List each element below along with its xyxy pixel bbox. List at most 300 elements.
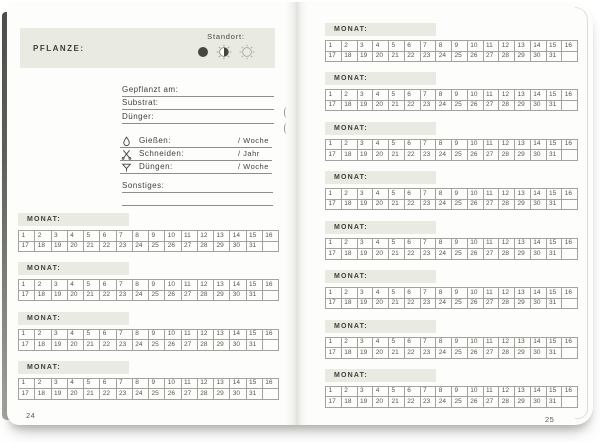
day-cell[interactable]: 11 <box>483 238 499 249</box>
day-cell[interactable]: 28 <box>499 298 515 309</box>
day-cell[interactable]: 21 <box>389 51 405 62</box>
day-cell[interactable]: 29 <box>515 199 531 210</box>
day-cell[interactable]: 24 <box>132 340 148 351</box>
day-cell[interactable]: 4 <box>373 90 389 101</box>
day-cell[interactable]: 8 <box>132 231 148 242</box>
day-cell[interactable]: 7 <box>420 139 436 150</box>
day-cell[interactable]: 9 <box>452 41 468 52</box>
day-cell[interactable]: 15 <box>546 90 562 101</box>
day-cell[interactable]: 4 <box>67 378 83 389</box>
day-cell[interactable]: 5 <box>389 189 405 200</box>
day-cell[interactable]: 24 <box>436 150 452 161</box>
day-cell[interactable]: 18 <box>341 199 357 210</box>
day-cell[interactable]: 2 <box>341 41 357 52</box>
day-cell[interactable]: 9 <box>452 337 468 348</box>
day-cell[interactable]: 27 <box>483 100 499 111</box>
day-cell[interactable]: 19 <box>357 249 373 260</box>
day-cell[interactable]: 22 <box>100 290 116 301</box>
day-cell[interactable]: 14 <box>530 288 546 299</box>
day-cell[interactable]: 24 <box>436 100 452 111</box>
day-cell[interactable]: 13 <box>214 378 230 389</box>
day-cell[interactable]: 5 <box>389 238 405 249</box>
day-cell[interactable]: 29 <box>214 290 230 301</box>
day-cell[interactable]: 8 <box>436 238 452 249</box>
day-cell[interactable]: 22 <box>404 51 420 62</box>
day-cell[interactable]: 7 <box>420 337 436 348</box>
day-cell[interactable]: 15 <box>546 386 562 397</box>
field-substrate[interactable] <box>122 97 274 111</box>
day-cell[interactable]: 25 <box>452 100 468 111</box>
day-cell[interactable]: 8 <box>132 329 148 340</box>
day-cell[interactable]: 2 <box>35 231 51 242</box>
day-cell[interactable]: 1 <box>19 280 35 291</box>
day-cell[interactable]: 25 <box>149 290 165 301</box>
day-cell[interactable]: 6 <box>404 288 420 299</box>
day-cell[interactable]: 10 <box>165 329 181 340</box>
day-cell[interactable]: 28 <box>499 397 515 408</box>
day-cell[interactable]: 8 <box>132 280 148 291</box>
day-cell[interactable] <box>262 290 278 301</box>
day-cell[interactable]: 17 <box>19 241 35 252</box>
day-cell[interactable]: 10 <box>165 280 181 291</box>
day-cell[interactable]: 4 <box>67 280 83 291</box>
day-cell[interactable]: 21 <box>389 199 405 210</box>
day-cell[interactable]: 27 <box>483 199 499 210</box>
day-cell[interactable]: 14 <box>230 231 246 242</box>
day-cell[interactable]: 17 <box>19 340 35 351</box>
day-cell[interactable]: 26 <box>467 298 483 309</box>
day-cell[interactable]: 7 <box>116 231 132 242</box>
day-cell[interactable]: 13 <box>515 386 531 397</box>
day-cell[interactable]: 10 <box>467 337 483 348</box>
day-cell[interactable]: 24 <box>436 51 452 62</box>
day-cell[interactable]: 14 <box>230 280 246 291</box>
day-cell[interactable]: 15 <box>546 139 562 150</box>
day-cell[interactable]: 10 <box>467 386 483 397</box>
day-cell[interactable]: 18 <box>35 241 51 252</box>
day-cell[interactable]: 7 <box>420 41 436 52</box>
day-cell[interactable]: 27 <box>483 150 499 161</box>
day-cell[interactable]: 30 <box>230 290 246 301</box>
day-cell[interactable]: 19 <box>51 290 67 301</box>
day-cell[interactable]: 21 <box>389 298 405 309</box>
day-cell[interactable]: 26 <box>467 397 483 408</box>
day-cell[interactable] <box>262 241 278 252</box>
day-cell[interactable]: 5 <box>389 337 405 348</box>
day-cell[interactable]: 1 <box>326 189 342 200</box>
day-cell[interactable]: 13 <box>515 90 531 101</box>
day-cell[interactable]: 20 <box>373 199 389 210</box>
day-cell[interactable]: 26 <box>467 348 483 359</box>
day-cell[interactable]: 11 <box>181 329 197 340</box>
day-cell[interactable]: 2 <box>341 189 357 200</box>
day-cell[interactable]: 18 <box>341 397 357 408</box>
day-cell[interactable]: 25 <box>452 298 468 309</box>
day-cell[interactable]: 14 <box>530 139 546 150</box>
day-cell[interactable]: 3 <box>357 288 373 299</box>
day-cell[interactable]: 3 <box>357 386 373 397</box>
day-cell[interactable]: 20 <box>67 290 83 301</box>
day-cell[interactable]: 3 <box>357 90 373 101</box>
day-cell[interactable] <box>562 51 578 62</box>
day-cell[interactable]: 1 <box>326 238 342 249</box>
day-cell[interactable]: 2 <box>35 280 51 291</box>
care-row-watering[interactable] <box>120 135 272 148</box>
day-cell[interactable]: 29 <box>515 51 531 62</box>
day-cell[interactable] <box>562 397 578 408</box>
day-cell[interactable]: 20 <box>373 348 389 359</box>
day-cell[interactable]: 18 <box>341 51 357 62</box>
day-cell[interactable]: 11 <box>483 288 499 299</box>
day-cell[interactable]: 9 <box>452 386 468 397</box>
day-cell[interactable]: 20 <box>373 397 389 408</box>
day-cell[interactable]: 1 <box>19 329 35 340</box>
day-cell[interactable]: 27 <box>181 290 197 301</box>
day-cell[interactable]: 16 <box>262 231 278 242</box>
day-cell[interactable]: 2 <box>341 139 357 150</box>
day-cell[interactable]: 22 <box>100 389 116 400</box>
day-cell[interactable]: 13 <box>515 337 531 348</box>
day-cell[interactable]: 26 <box>467 100 483 111</box>
day-cell[interactable]: 23 <box>420 348 436 359</box>
day-cell[interactable]: 29 <box>515 150 531 161</box>
day-cell[interactable]: 23 <box>420 397 436 408</box>
day-cell[interactable]: 25 <box>452 348 468 359</box>
day-cell[interactable]: 27 <box>181 340 197 351</box>
day-cell[interactable] <box>262 389 278 400</box>
day-cell[interactable]: 28 <box>197 290 213 301</box>
day-cell[interactable]: 17 <box>326 51 342 62</box>
day-cell[interactable]: 19 <box>51 389 67 400</box>
day-cell[interactable]: 18 <box>341 348 357 359</box>
day-cell[interactable]: 20 <box>67 241 83 252</box>
day-cell[interactable]: 3 <box>51 231 67 242</box>
day-cell[interactable]: 28 <box>499 199 515 210</box>
day-cell[interactable]: 23 <box>420 199 436 210</box>
day-cell[interactable]: 11 <box>483 386 499 397</box>
day-cell[interactable]: 10 <box>467 90 483 101</box>
day-cell[interactable]: 20 <box>373 100 389 111</box>
day-cell[interactable]: 10 <box>467 41 483 52</box>
day-cell[interactable]: 17 <box>326 100 342 111</box>
day-cell[interactable]: 5 <box>389 41 405 52</box>
day-cell[interactable]: 22 <box>404 150 420 161</box>
day-cell[interactable]: 21 <box>389 150 405 161</box>
care-row-pruning[interactable] <box>120 148 272 161</box>
day-cell[interactable]: 28 <box>197 389 213 400</box>
day-cell[interactable]: 11 <box>483 90 499 101</box>
day-cell[interactable]: 8 <box>436 386 452 397</box>
shade-filled-circle-icon[interactable] <box>197 46 209 58</box>
day-cell[interactable]: 8 <box>436 288 452 299</box>
day-cell[interactable]: 18 <box>341 298 357 309</box>
day-cell[interactable]: 26 <box>467 51 483 62</box>
day-cell[interactable]: 28 <box>197 340 213 351</box>
day-cell[interactable]: 3 <box>357 139 373 150</box>
day-cell[interactable]: 25 <box>452 249 468 260</box>
day-cell[interactable]: 18 <box>35 340 51 351</box>
day-cell[interactable]: 31 <box>546 298 562 309</box>
day-cell[interactable]: 28 <box>499 348 515 359</box>
day-cell[interactable]: 4 <box>373 238 389 249</box>
day-cell[interactable]: 31 <box>246 389 262 400</box>
day-cell[interactable]: 5 <box>84 329 100 340</box>
half-sun-icon[interactable] <box>216 44 232 60</box>
day-cell[interactable]: 14 <box>230 329 246 340</box>
day-cell[interactable]: 14 <box>530 238 546 249</box>
day-cell[interactable]: 24 <box>436 298 452 309</box>
day-cell[interactable]: 5 <box>389 139 405 150</box>
day-cell[interactable]: 29 <box>214 389 230 400</box>
day-cell[interactable]: 30 <box>230 241 246 252</box>
day-cell[interactable]: 25 <box>452 51 468 62</box>
day-cell[interactable]: 7 <box>420 288 436 299</box>
day-cell[interactable]: 1 <box>326 288 342 299</box>
day-cell[interactable]: 27 <box>483 298 499 309</box>
day-cell[interactable]: 26 <box>467 249 483 260</box>
day-cell[interactable]: 5 <box>389 90 405 101</box>
day-cell[interactable]: 15 <box>246 280 262 291</box>
day-cell[interactable]: 26 <box>467 150 483 161</box>
day-cell[interactable]: 18 <box>341 249 357 260</box>
day-cell[interactable]: 6 <box>404 238 420 249</box>
day-cell[interactable]: 16 <box>562 386 578 397</box>
day-cell[interactable]: 26 <box>165 241 181 252</box>
day-cell[interactable]: 7 <box>420 386 436 397</box>
day-cell[interactable]: 4 <box>67 231 83 242</box>
day-cell[interactable]: 30 <box>230 389 246 400</box>
day-cell[interactable]: 30 <box>530 51 546 62</box>
day-cell[interactable]: 17 <box>19 389 35 400</box>
day-cell[interactable]: 16 <box>262 280 278 291</box>
day-cell[interactable]: 23 <box>420 51 436 62</box>
day-cell[interactable]: 25 <box>149 389 165 400</box>
day-cell[interactable]: 2 <box>35 378 51 389</box>
day-cell[interactable]: 23 <box>116 241 132 252</box>
day-cell[interactable]: 12 <box>499 139 515 150</box>
day-cell[interactable]: 28 <box>499 51 515 62</box>
day-cell[interactable]: 2 <box>35 329 51 340</box>
day-cell[interactable]: 9 <box>452 238 468 249</box>
day-cell[interactable]: 3 <box>51 378 67 389</box>
day-cell[interactable]: 29 <box>214 241 230 252</box>
day-cell[interactable]: 26 <box>165 290 181 301</box>
day-cell[interactable]: 30 <box>530 348 546 359</box>
day-cell[interactable]: 7 <box>116 280 132 291</box>
day-cell[interactable]: 17 <box>326 348 342 359</box>
sun-icon[interactable] <box>239 44 255 60</box>
field-planted-date[interactable] <box>122 83 274 97</box>
care-row-fertilizing[interactable] <box>120 161 272 174</box>
day-cell[interactable]: 19 <box>357 397 373 408</box>
day-cell[interactable]: 28 <box>499 249 515 260</box>
day-cell[interactable]: 16 <box>562 41 578 52</box>
day-cell[interactable]: 10 <box>467 288 483 299</box>
day-cell[interactable]: 1 <box>326 41 342 52</box>
day-cell[interactable]: 5 <box>389 288 405 299</box>
day-cell[interactable]: 28 <box>499 100 515 111</box>
day-cell[interactable]: 12 <box>499 41 515 52</box>
day-cell[interactable]: 2 <box>341 386 357 397</box>
day-cell[interactable]: 5 <box>84 231 100 242</box>
day-cell[interactable]: 20 <box>373 298 389 309</box>
day-cell[interactable]: 28 <box>197 241 213 252</box>
day-cell[interactable]: 12 <box>499 90 515 101</box>
day-cell[interactable]: 19 <box>357 150 373 161</box>
day-cell[interactable] <box>562 298 578 309</box>
day-cell[interactable]: 6 <box>404 337 420 348</box>
day-cell[interactable]: 16 <box>562 189 578 200</box>
day-cell[interactable]: 16 <box>262 378 278 389</box>
day-cell[interactable]: 13 <box>214 329 230 340</box>
day-cell[interactable]: 23 <box>420 249 436 260</box>
day-cell[interactable] <box>562 150 578 161</box>
day-cell[interactable]: 30 <box>530 199 546 210</box>
day-cell[interactable]: 24 <box>436 348 452 359</box>
day-cell[interactable]: 17 <box>19 290 35 301</box>
day-cell[interactable]: 31 <box>546 199 562 210</box>
day-cell[interactable]: 3 <box>357 41 373 52</box>
day-cell[interactable]: 23 <box>420 100 436 111</box>
day-cell[interactable]: 26 <box>165 389 181 400</box>
day-cell[interactable]: 29 <box>515 298 531 309</box>
day-cell[interactable]: 22 <box>404 397 420 408</box>
day-cell[interactable]: 23 <box>116 389 132 400</box>
day-cell[interactable]: 16 <box>562 288 578 299</box>
day-cell[interactable]: 27 <box>181 389 197 400</box>
day-cell[interactable]: 9 <box>149 378 165 389</box>
day-cell[interactable]: 12 <box>499 288 515 299</box>
day-cell[interactable]: 22 <box>404 298 420 309</box>
day-cell[interactable]: 7 <box>420 238 436 249</box>
day-cell[interactable]: 1 <box>19 231 35 242</box>
day-cell[interactable]: 12 <box>499 386 515 397</box>
day-cell[interactable]: 11 <box>483 139 499 150</box>
day-cell[interactable]: 18 <box>341 150 357 161</box>
day-cell[interactable]: 30 <box>230 340 246 351</box>
day-cell[interactable]: 10 <box>165 378 181 389</box>
day-cell[interactable]: 1 <box>326 90 342 101</box>
day-cell[interactable]: 15 <box>546 189 562 200</box>
day-cell[interactable]: 11 <box>483 189 499 200</box>
day-cell[interactable] <box>562 348 578 359</box>
day-cell[interactable]: 8 <box>132 378 148 389</box>
day-cell[interactable]: 6 <box>404 386 420 397</box>
day-cell[interactable]: 16 <box>562 139 578 150</box>
day-cell[interactable]: 14 <box>530 90 546 101</box>
day-cell[interactable]: 16 <box>562 337 578 348</box>
day-cell[interactable]: 10 <box>467 238 483 249</box>
day-cell[interactable]: 15 <box>546 337 562 348</box>
day-cell[interactable]: 24 <box>132 389 148 400</box>
day-cell[interactable]: 25 <box>452 397 468 408</box>
day-cell[interactable]: 8 <box>436 90 452 101</box>
day-cell[interactable]: 7 <box>420 90 436 101</box>
day-cell[interactable] <box>562 249 578 260</box>
day-cell[interactable]: 6 <box>404 189 420 200</box>
day-cell[interactable]: 6 <box>404 41 420 52</box>
day-cell[interactable]: 28 <box>499 150 515 161</box>
day-cell[interactable]: 9 <box>149 329 165 340</box>
day-cell[interactable]: 14 <box>530 386 546 397</box>
day-cell[interactable]: 18 <box>35 290 51 301</box>
day-cell[interactable]: 27 <box>483 348 499 359</box>
day-cell[interactable]: 26 <box>165 340 181 351</box>
notes-input-line[interactable] <box>122 205 273 206</box>
day-cell[interactable]: 29 <box>515 100 531 111</box>
day-cell[interactable]: 12 <box>197 378 213 389</box>
day-cell[interactable]: 19 <box>357 199 373 210</box>
day-cell[interactable]: 1 <box>326 386 342 397</box>
day-cell[interactable]: 12 <box>197 329 213 340</box>
day-cell[interactable]: 11 <box>181 231 197 242</box>
day-cell[interactable]: 22 <box>404 249 420 260</box>
day-cell[interactable]: 8 <box>436 337 452 348</box>
day-cell[interactable]: 24 <box>436 249 452 260</box>
day-cell[interactable]: 22 <box>404 199 420 210</box>
day-cell[interactable]: 21 <box>389 397 405 408</box>
day-cell[interactable]: 7 <box>116 329 132 340</box>
day-cell[interactable]: 17 <box>326 199 342 210</box>
day-cell[interactable]: 12 <box>197 231 213 242</box>
day-cell[interactable]: 3 <box>357 189 373 200</box>
day-cell[interactable]: 9 <box>452 189 468 200</box>
day-cell[interactable]: 4 <box>373 288 389 299</box>
day-cell[interactable]: 31 <box>246 340 262 351</box>
day-cell[interactable]: 31 <box>246 290 262 301</box>
day-cell[interactable]: 2 <box>341 238 357 249</box>
day-cell[interactable]: 3 <box>51 329 67 340</box>
day-cell[interactable]: 23 <box>420 150 436 161</box>
day-cell[interactable]: 11 <box>483 41 499 52</box>
day-cell[interactable]: 1 <box>19 378 35 389</box>
day-cell[interactable]: 13 <box>515 288 531 299</box>
day-cell[interactable] <box>262 340 278 351</box>
day-cell[interactable]: 2 <box>341 337 357 348</box>
day-cell[interactable]: 20 <box>373 249 389 260</box>
day-cell[interactable]: 3 <box>51 280 67 291</box>
day-cell[interactable]: 23 <box>116 340 132 351</box>
day-cell[interactable]: 11 <box>181 378 197 389</box>
day-cell[interactable]: 15 <box>546 41 562 52</box>
day-cell[interactable]: 29 <box>515 249 531 260</box>
day-cell[interactable]: 2 <box>341 90 357 101</box>
day-cell[interactable]: 27 <box>483 249 499 260</box>
day-cell[interactable]: 12 <box>499 238 515 249</box>
day-cell[interactable] <box>562 199 578 210</box>
day-cell[interactable]: 9 <box>452 139 468 150</box>
day-cell[interactable]: 21 <box>84 340 100 351</box>
day-cell[interactable]: 31 <box>546 51 562 62</box>
day-cell[interactable]: 30 <box>530 100 546 111</box>
day-cell[interactable]: 15 <box>546 238 562 249</box>
day-cell[interactable]: 4 <box>373 189 389 200</box>
day-cell[interactable]: 12 <box>197 280 213 291</box>
day-cell[interactable]: 6 <box>100 231 116 242</box>
day-cell[interactable]: 2 <box>341 288 357 299</box>
day-cell[interactable]: 30 <box>530 397 546 408</box>
day-cell[interactable]: 17 <box>326 397 342 408</box>
notes-input-line[interactable] <box>122 192 273 193</box>
day-cell[interactable]: 30 <box>530 150 546 161</box>
day-cell[interactable]: 12 <box>499 337 515 348</box>
day-cell[interactable]: 21 <box>84 389 100 400</box>
day-cell[interactable]: 26 <box>467 199 483 210</box>
day-cell[interactable]: 19 <box>51 340 67 351</box>
day-cell[interactable]: 12 <box>499 189 515 200</box>
day-cell[interactable]: 13 <box>214 280 230 291</box>
day-cell[interactable]: 15 <box>246 329 262 340</box>
